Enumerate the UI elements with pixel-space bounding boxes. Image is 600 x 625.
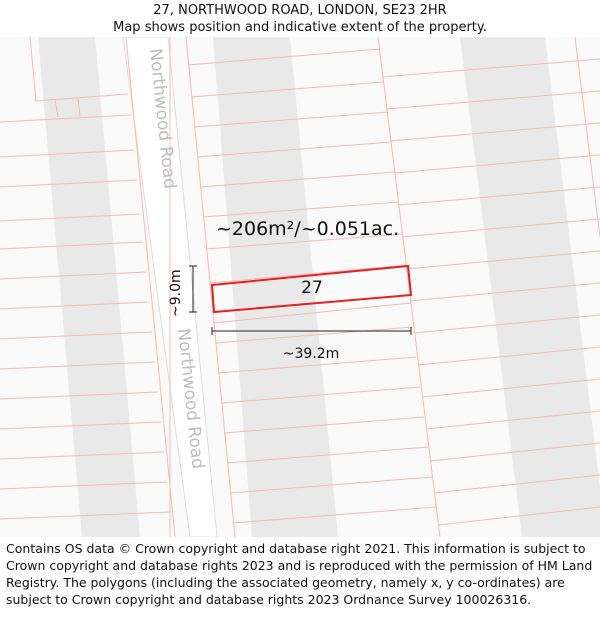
property-address: 27, NORTHWOOD ROAD, LONDON, SE23 2HR <box>153 3 447 18</box>
height-measure-label: ~9.0m <box>168 269 184 317</box>
road-name-label-bottom: Northwood Road <box>173 327 208 470</box>
map-svg <box>0 37 600 537</box>
attribution-text: Contains OS data © Crown copyright and database right 2021. This information is subject to Crown copyright and database rights 2023 and is reproduced with the permission of HM Land Registry. The polygons (including the associated geometry, namely x, y co-ordinates) are subject to Crown copyright and database rights 2023 Ordnance Survey 100026316. <box>6 541 593 607</box>
map-attribution <box>6 540 596 608</box>
map-canvas[interactable] <box>0 37 600 537</box>
area-label: ~206m²/~0.051ac. <box>216 218 400 240</box>
road-name-label-top: Northwood Road <box>145 47 180 190</box>
plot-number-label: 27 <box>301 278 323 298</box>
width-measure-label: ~39.2m <box>282 346 340 362</box>
map-subtitle: Map shows position and indicative extent of the property. <box>113 20 487 35</box>
map-header <box>0 0 600 36</box>
